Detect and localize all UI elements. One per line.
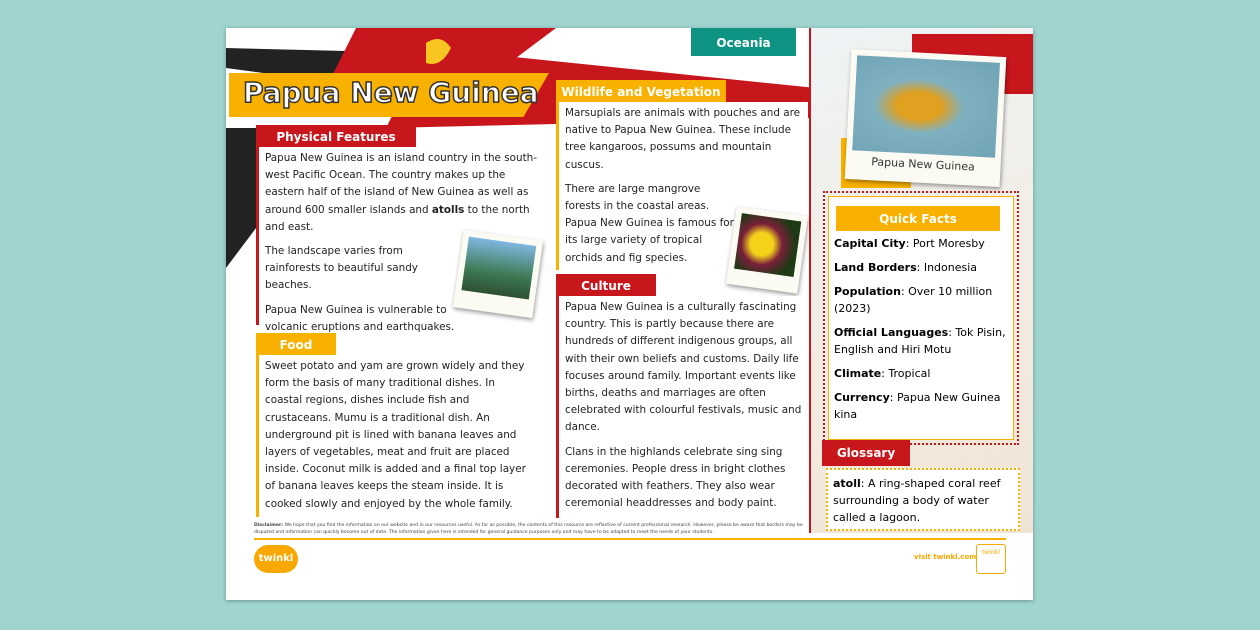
glossary-heading: Glossary [822,440,910,466]
food-heading: Food [256,333,336,355]
orchid-photo [726,206,808,293]
visit-link[interactable]: visit twinkl.com [914,553,977,561]
footer-rule [254,538,1006,540]
food-section: Sweet potato and yam are grown widely and they form the basis of many traditional dishes. In coastal regions, dishes include fish and crustaceans. Mumu is a traditional dish. An underground pit is lined with banana leaves and layers of vegetables, meat and fruit are placed inside. Coconut milk is added and a final top layer of banana leaves keeps the steam inside. It is cooked slowly and enjoyed by the whole family. [256,355,536,517]
fact-item: Capital City: Port Moresby [834,237,985,250]
fact-item: Land Borders: Indonesia [834,261,978,274]
worksheet-page [226,28,1033,600]
region-tag: Oceania [691,28,796,56]
wildlife-section: Marsupials are animals with pouches and are native to Papua New Guinea. These include tree kangaroos, possums and mountain cuscus. There are large mangrove forests in the coastal areas. Papua New Guinea is famous for its large variety of tropical orchids and fig species. [556,102,808,270]
landscape-photo [453,230,543,318]
map-photo [845,49,1007,187]
fact-item: Official Languages: Tok Pisin, English and Hiri Motu [834,326,1006,356]
twinkl-logo[interactable]: twinkl [254,545,298,573]
map-image [852,55,1000,157]
physical-features-section: Papua New Guinea is an island country in the south-west Pacific Ocean. The country makes up the eastern half of the island of New Guinea as well as around 600 smaller islands and atolls to the north and east. The landscape varies from rainforests to beautiful sandy beaches. Papua New Guinea is vulnerable to volcanic eruptions and earthquakes. [256,147,552,325]
culture-heading: Culture [556,274,656,296]
quick-facts-heading: Quick Facts [836,206,1000,231]
disclaimer: Disclaimer: We hope that you find the information on our website and in our resources useful. As far as possible, the contents of this resource are reflective of current professional research. However, please be aware that borders may be disputed and information can quickly become out of date. The information given here is intended for general guidance purposes only and may have to be adapted to meet the needs of your students. [254,523,803,535]
wildlife-heading: Wildlife and Vegetation [556,80,726,102]
fact-item: Population: Over 10 million (2023) [834,285,993,315]
fact-item: Currency: Papua New Guinea kina [834,391,1001,421]
glossary-box: atoll: A ring-shaped coral reef surrounding a body of water called a lagoon. [826,468,1020,531]
page-title: Papua New Guinea [243,76,539,109]
map-caption: Papua New Guinea [871,155,976,174]
physical-features-heading: Physical Features [256,125,416,147]
quick-facts-box [828,196,1014,440]
quality-badge: twinkl [976,544,1006,574]
fact-item: Climate: Tropical [834,367,931,380]
culture-section: Papua New Guinea is a culturally fascinating country. This is partly because there are hundreds of different indigenous groups, all with their own beliefs and customs. Daily life focuses around family. Important events like births, deaths and marriages are often celebrated with colourful festivals, music and dance. Clans in the highlands celebrate sing sing ceremonies. People dress in bright clothes decorated with feathers. They also wear ceremonial headdresses and body paint. [556,296,808,518]
